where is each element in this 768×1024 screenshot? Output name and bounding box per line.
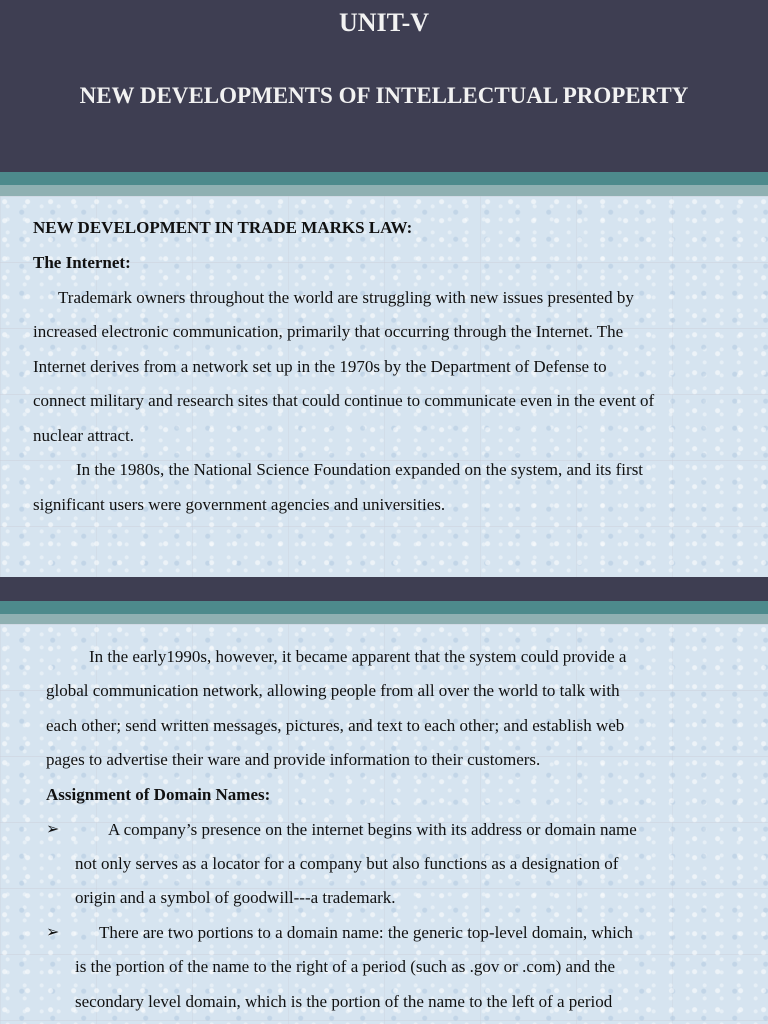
header-stripe <box>0 172 768 185</box>
paragraph-line: In the early1990s, however, it became apparent that the system could provide a <box>89 647 627 666</box>
paragraph-line: Internet derives from a network set up in the 1970s by the Department of Defense to <box>33 357 607 376</box>
bullet-line: There are two portions to a domain name: the generic top-level domain, which <box>99 923 633 942</box>
slide2-stripe-light <box>0 614 768 624</box>
unit-title: UNIT-V <box>338 8 430 37</box>
slide2-body <box>0 624 768 1024</box>
bullet-line: is the portion of the name to the right of a period (such as .gov or .com) and the <box>75 957 616 976</box>
subheading-internet: The Internet: <box>33 253 131 272</box>
slide-divider-band <box>0 577 768 601</box>
paragraph-line: nuclear attract. <box>33 426 134 445</box>
paragraph-line: significant users were government agencies and universities. <box>33 495 446 514</box>
paragraph-line: pages to advertise their ware and provide information to their customers. <box>46 750 541 769</box>
bullet-line: origin and a symbol of goodwill---a trademark. <box>75 888 396 907</box>
slide2-stripe <box>0 601 768 614</box>
header-stripe-light <box>0 185 768 196</box>
paragraph-line: global communication network, allowing people from all over the world to talk with <box>46 681 620 700</box>
paragraph-line: Trademark owners throughout the world are struggling with new issues presented by <box>58 288 634 307</box>
bullet-arrow-icon: ➢ <box>46 821 60 838</box>
slide1-body <box>0 196 768 577</box>
paragraph-line: connect military and research sites that could continue to communicate even in the event of <box>33 391 655 410</box>
bullet-line: not only serves as a locator for a company but also functions as a designation of <box>75 854 619 873</box>
slide-header <box>0 0 768 172</box>
bullet-line: A company’s presence on the internet begins with its address or domain name <box>108 820 637 839</box>
page-title: NEW DEVELOPMENTS OF INTELLECTUAL PROPERTY <box>79 83 689 108</box>
paragraph-line: In the 1980s, the National Science Foundation expanded on the system, and its first <box>76 460 644 479</box>
bullet-line: secondary level domain, which is the portion of the name to the left of a period <box>75 992 613 1011</box>
bullet-arrow-icon: ➢ <box>46 924 60 941</box>
section-heading: NEW DEVELOPMENT IN TRADE MARKS LAW: <box>33 218 413 237</box>
paragraph-line: each other; send written messages, pictures, and text to each other; and establish web <box>46 716 625 735</box>
paragraph-line: increased electronic communication, primarily that occurring through the Internet. The <box>33 322 624 341</box>
subheading-domain-names: Assignment of Domain Names: <box>46 785 271 804</box>
